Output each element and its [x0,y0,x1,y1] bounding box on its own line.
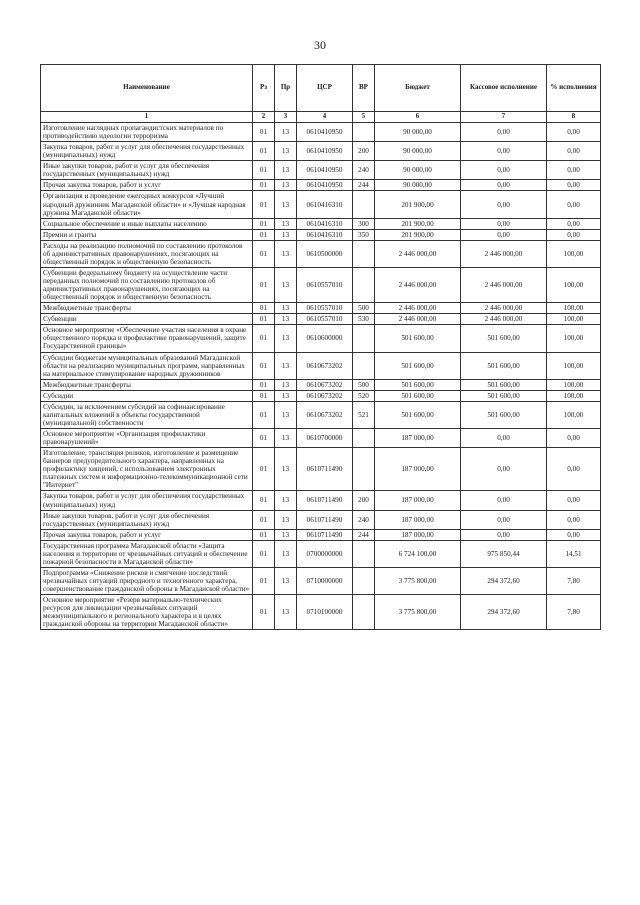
row-cash: 501 600,00 [461,379,547,390]
table-row [41,218,601,229]
row-pr: 13 [275,429,297,448]
column-number: 2 [253,112,275,123]
row-percent: 0,00 [547,161,601,180]
row-cash: 294 372,60 [461,595,547,630]
row-name: Субсидии [41,390,253,401]
row-csr: 0610416310 [297,218,353,229]
row-name: Организация и проведение ежегодных конкурсов «Лучший народный дружинник Магаданской области» и «Лучшая народная дружина Магаданской области» [41,191,253,218]
row-pr: 13 [275,390,297,401]
header-vr: ВР [353,65,375,112]
row-rz: 01 [253,491,275,510]
row-name: Основное мероприятие «Резерв материально-технических ресурсов для ликвидации чрезвычайных ситуаций межмуниципального и регионального характера и в целях гражданской обороны на территории Магаданской области» [41,595,253,630]
row-csr: 0610410950 [297,180,353,191]
row-name: Закупка товаров, работ и услуг для обеспечения государственных (муниципальных) нужд [41,491,253,510]
row-rz: 01 [253,218,275,229]
column-number: 1 [41,112,253,123]
row-rz: 01 [253,379,275,390]
row-rz: 01 [253,401,275,428]
row-budget: 90 000,00 [375,161,461,180]
table-row [41,448,601,491]
row-pr: 13 [275,240,297,267]
row-name: Социальное обеспечение и иные выплаты населению [41,218,253,229]
row-budget: 2 446 000,00 [375,267,461,302]
row-pr: 13 [275,180,297,191]
row-vr: 350 [353,229,375,240]
row-name: Основное мероприятие «Организация профилактики правонарушений» [41,429,253,448]
row-budget: 501 600,00 [375,390,461,401]
row-vr: 500 [353,379,375,390]
row-budget: 2 446 000,00 [375,303,461,314]
row-vr: 244 [353,180,375,191]
row-rz: 01 [253,567,275,594]
row-vr: 200 [353,142,375,161]
row-percent: 100,00 [547,325,601,352]
row-cash: 0,00 [461,448,547,491]
row-cash: 501 600,00 [461,390,547,401]
table-row [41,567,601,594]
column-number: 6 [375,112,461,123]
row-cash: 2 446 000,00 [461,267,547,302]
header-name: Наименование [41,65,253,112]
row-vr [353,567,375,594]
row-cash: 0,00 [461,123,547,142]
row-cash: 0,00 [461,510,547,529]
row-rz: 01 [253,267,275,302]
row-vr [353,191,375,218]
row-name: Межбюджетные трансферты [41,303,253,314]
report-table [40,64,601,630]
row-csr: 0610700000 [297,429,353,448]
row-pr: 13 [275,142,297,161]
row-name: Межбюджетные трансферты [41,379,253,390]
row-name: Прочая закупка товаров, работ и услуг [41,529,253,540]
header-pr: Пр [275,65,297,112]
table-row [41,510,601,529]
table-row [41,595,601,630]
row-cash: 0,00 [461,180,547,191]
row-rz: 01 [253,142,275,161]
row-percent: 100,00 [547,401,601,428]
row-budget: 201 900,00 [375,218,461,229]
row-pr: 13 [275,491,297,510]
row-csr: 0710100000 [297,595,353,630]
column-number: 3 [275,112,297,123]
table-row [41,303,601,314]
row-rz: 01 [253,448,275,491]
row-vr [353,540,375,567]
row-vr [353,429,375,448]
row-rz: 01 [253,595,275,630]
table-row [41,229,601,240]
row-rz: 01 [253,352,275,379]
row-percent: 0,00 [547,491,601,510]
table-row [41,352,601,379]
row-csr: 0710000000 [297,567,353,594]
table-row [41,267,601,302]
table-row [41,191,601,218]
row-budget: 3 775 800,00 [375,595,461,630]
row-csr: 0610500000 [297,240,353,267]
row-percent: 100,00 [547,267,601,302]
row-name: Субвенции федеральному бюджету на осуществление части переданных полномочий по составлению протоколов об административных правонарушениях, посягающих на общественный порядок и общественную безопасность [41,267,253,302]
row-percent: 7,80 [547,595,601,630]
row-pr: 13 [275,229,297,240]
row-vr: 500 [353,303,375,314]
row-cash: 2 446 000,00 [461,303,547,314]
row-percent: 100,00 [547,352,601,379]
row-percent: 100,00 [547,240,601,267]
row-budget: 90 000,00 [375,180,461,191]
table-header [41,65,601,112]
row-name: Прочая закупка товаров, работ и услуг [41,180,253,191]
header-csr: ЦСР [297,65,353,112]
row-cash: 0,00 [461,142,547,161]
row-rz: 01 [253,429,275,448]
row-csr: 0610557010 [297,267,353,302]
row-name: Иные закупки товаров, работ и услуг для обеспечения государственных (муниципальных) нужд [41,161,253,180]
table-row [41,240,601,267]
row-name: Основное мероприятие «Обеспечение участия населения в охране общественного порядка и профилактике правонарушений, защите Государственной границы» [41,325,253,352]
row-percent: 14,51 [547,540,601,567]
row-budget: 90 000,00 [375,142,461,161]
table-row [41,529,601,540]
row-percent: 100,00 [547,390,601,401]
row-name: Субвенции [41,314,253,325]
row-csr: 0610410950 [297,161,353,180]
row-budget: 3 775 800,00 [375,567,461,594]
row-budget: 90 000,00 [375,123,461,142]
row-csr: 0610557010 [297,314,353,325]
table-row [41,390,601,401]
row-cash: 501 600,00 [461,401,547,428]
row-csr: 0610711490 [297,510,353,529]
row-vr [353,595,375,630]
row-percent: 100,00 [547,303,601,314]
row-cash: 0,00 [461,161,547,180]
row-budget: 201 900,00 [375,191,461,218]
table-row [41,142,601,161]
row-vr: 240 [353,510,375,529]
row-csr: 0610711490 [297,491,353,510]
row-cash: 294 372,60 [461,567,547,594]
row-budget: 187 000,00 [375,448,461,491]
row-csr: 0610557010 [297,303,353,314]
row-rz: 01 [253,229,275,240]
row-vr [353,267,375,302]
row-cash: 0,00 [461,429,547,448]
row-budget: 187 000,00 [375,429,461,448]
row-pr: 13 [275,510,297,529]
row-pr: 13 [275,218,297,229]
table-row [41,491,601,510]
row-pr: 13 [275,314,297,325]
row-cash: 501 600,00 [461,325,547,352]
row-budget: 201 900,00 [375,229,461,240]
row-csr: 0610673202 [297,401,353,428]
row-percent: 0,00 [547,510,601,529]
row-pr: 13 [275,379,297,390]
row-cash: 2 446 000,00 [461,240,547,267]
row-pr: 13 [275,401,297,428]
row-percent: 0,00 [547,191,601,218]
row-rz: 01 [253,529,275,540]
row-budget: 501 600,00 [375,401,461,428]
row-percent: 100,00 [547,379,601,390]
row-pr: 13 [275,529,297,540]
row-csr: 0610673202 [297,390,353,401]
table-row [41,123,601,142]
table-row [41,325,601,352]
row-vr [353,448,375,491]
header-budget: Бюджет [375,65,461,112]
row-percent: 0,00 [547,429,601,448]
row-budget: 187 000,00 [375,491,461,510]
row-budget: 501 600,00 [375,352,461,379]
row-pr: 13 [275,303,297,314]
row-cash: 501 600,00 [461,352,547,379]
row-vr [353,123,375,142]
row-percent: 0,00 [547,529,601,540]
row-rz: 01 [253,161,275,180]
row-rz: 01 [253,325,275,352]
row-cash: 0,00 [461,229,547,240]
row-budget: 6 724 100,00 [375,540,461,567]
row-csr: 0610673202 [297,352,353,379]
column-number: 4 [297,112,353,123]
row-pr: 13 [275,567,297,594]
row-name: Подпрограмма «Снижение рисков и смягчение последствий чрезвычайных ситуаций природного и техногенного характера, совершенствование гражданской обороны в Магаданской области» [41,567,253,594]
row-pr: 13 [275,267,297,302]
row-vr: 240 [353,161,375,180]
row-vr [353,325,375,352]
row-name: Государственная программа Магаданской области «Защита населения и территории от чрезвычайных ситуаций и обеспечение пожарной безопасности в Магаданской области» [41,540,253,567]
row-vr: 244 [353,529,375,540]
row-cash: 0,00 [461,529,547,540]
row-percent: 100,00 [547,314,601,325]
row-csr: 0610416310 [297,229,353,240]
row-budget: 187 000,00 [375,510,461,529]
row-csr: 0610600000 [297,325,353,352]
row-rz: 01 [253,510,275,529]
header-rz: Рз [253,65,275,112]
page-number: 30 [314,38,326,52]
row-name: Изготовление наглядных пропагандистских материалов по противодействию идеологии терроризма [41,123,253,142]
row-cash: 0,00 [461,218,547,229]
row-name: Иные закупки товаров, работ и услуг для обеспечения государственных (муниципальных) нужд [41,510,253,529]
row-name: Премии и гранты [41,229,253,240]
row-name: Изготовление, трансляция роликов, изготовление и размещение баннеров предупредительного характера, направленных на профилактику хищений, с использованием электронных платежных систем и информационно-телекоммуникационной сети "Интернет" [41,448,253,491]
row-csr: 0610673202 [297,379,353,390]
table-row [41,379,601,390]
row-cash: 975 850,44 [461,540,547,567]
row-csr: 0610416310 [297,191,353,218]
row-vr: 521 [353,401,375,428]
row-percent: 0,00 [547,142,601,161]
header-percent: % исполнения [547,65,601,112]
row-name: Субсидии бюджетам муниципальных образований Магаданской области на реализацию муниципальных программ, направленных на материальное стимулирование народных дружинников [41,352,253,379]
row-pr: 13 [275,161,297,180]
table-row [41,161,601,180]
table-row [41,180,601,191]
row-cash: 0,00 [461,191,547,218]
row-rz: 01 [253,191,275,218]
row-cash: 0,00 [461,491,547,510]
row-vr: 300 [353,218,375,229]
row-name: Субсидии, за исключением субсидий на софинансирование капитальных вложений в объекты государственной (муниципальной) собственности [41,401,253,428]
column-number: 7 [461,112,547,123]
row-vr [353,352,375,379]
row-percent: 0,00 [547,448,601,491]
table-row [41,540,601,567]
row-csr: 0610711490 [297,529,353,540]
column-numbers-row [41,112,601,123]
row-vr: 520 [353,390,375,401]
row-csr: 0610410950 [297,142,353,161]
column-number: 8 [547,112,601,123]
row-percent: 0,00 [547,229,601,240]
row-pr: 13 [275,352,297,379]
row-budget: 501 600,00 [375,379,461,390]
row-csr: 0610410950 [297,123,353,142]
row-rz: 01 [253,540,275,567]
row-csr: 0700000000 [297,540,353,567]
row-vr: 530 [353,314,375,325]
row-name: Расходы на реализацию полномочий по составлению протоколов об административных правонарушениях, посягающих на общественный порядок и общественную безопасность [41,240,253,267]
row-name: Закупка товаров, работ и услуг для обеспечения государственных (муниципальных) нужд [41,142,253,161]
row-csr: 0610711490 [297,448,353,491]
row-percent: 0,00 [547,180,601,191]
table-row [41,401,601,428]
row-rz: 01 [253,180,275,191]
row-percent: 0,00 [547,218,601,229]
row-rz: 01 [253,314,275,325]
row-budget: 501 600,00 [375,325,461,352]
table-row [41,429,601,448]
row-rz: 01 [253,390,275,401]
row-cash: 2 446 000,00 [461,314,547,325]
row-budget: 2 446 000,00 [375,240,461,267]
row-pr: 13 [275,191,297,218]
row-budget: 187 000,00 [375,529,461,540]
row-vr: 200 [353,491,375,510]
row-pr: 13 [275,325,297,352]
header-cash: Кассовое исполнение [461,65,547,112]
row-pr: 13 [275,448,297,491]
row-rz: 01 [253,123,275,142]
column-number: 5 [353,112,375,123]
table-row [41,314,601,325]
row-vr [353,240,375,267]
row-rz: 01 [253,240,275,267]
row-budget: 2 446 000,00 [375,314,461,325]
row-rz: 01 [253,303,275,314]
row-percent: 0,00 [547,123,601,142]
row-pr: 13 [275,540,297,567]
row-pr: 13 [275,595,297,630]
row-percent: 7,80 [547,567,601,594]
row-pr: 13 [275,123,297,142]
table-body [41,112,601,630]
